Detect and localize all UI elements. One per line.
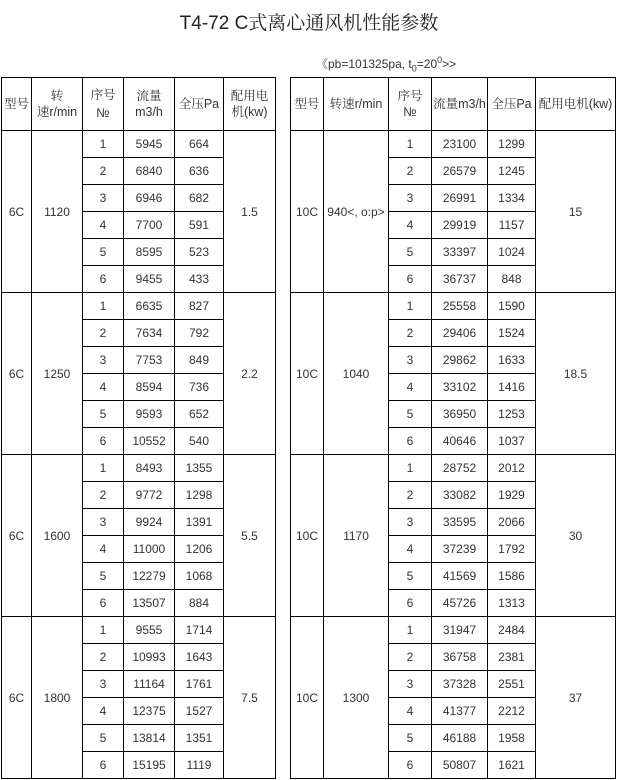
pressure-cell: 433	[175, 266, 224, 293]
motor-power-cell: 1.5	[224, 131, 276, 293]
pressure-cell: 1334	[488, 185, 536, 212]
pressure-cell: 1391	[175, 509, 224, 536]
flow-cell: 36950	[432, 401, 488, 428]
left-header-cell	[175, 78, 224, 131]
index-cell: 4	[83, 374, 124, 401]
model-cell: 10C	[291, 293, 324, 455]
flow-cell: 50807	[432, 752, 488, 779]
table-row	[2, 293, 616, 320]
conditions-note	[316, 55, 456, 73]
index-cell: 5	[83, 401, 124, 428]
note-mid: =20	[416, 57, 438, 71]
index-cell: 5	[83, 239, 124, 266]
flow-cell: 10993	[124, 644, 175, 671]
header-text: 型号	[3, 97, 29, 111]
right-header-cell	[324, 78, 389, 131]
index-cell: 2	[83, 482, 124, 509]
page-title: T4-72 C式离心通风机性能参数	[179, 13, 439, 34]
pressure-cell: 1313	[488, 590, 536, 617]
left-header-cell	[32, 78, 83, 131]
flow-cell: 13507	[124, 590, 175, 617]
motor-power-cell: 2.2	[224, 293, 276, 455]
left-header-cell	[124, 78, 175, 131]
index-cell: 2	[83, 158, 124, 185]
header-text: 转速r/min	[329, 97, 383, 111]
index-cell: 6	[389, 752, 432, 779]
index-cell: 1	[83, 293, 124, 320]
table-row	[2, 617, 616, 644]
index-cell: 3	[83, 509, 124, 536]
flow-cell: 9455	[124, 266, 175, 293]
index-cell: 4	[83, 212, 124, 239]
flow-cell: 6840	[124, 158, 175, 185]
model-cell: 10C	[291, 131, 324, 293]
index-cell: 5	[389, 563, 432, 590]
flow-cell: 15195	[124, 752, 175, 779]
note-sub: 0	[411, 63, 417, 74]
index-cell: 5	[389, 725, 432, 752]
flow-cell: 37328	[432, 671, 488, 698]
speed-cell: 1600	[32, 455, 83, 617]
pressure-cell: 1586	[488, 563, 536, 590]
index-cell: 2	[389, 644, 432, 671]
motor-power-cell: 7.5	[224, 617, 276, 779]
index-cell: 1	[389, 617, 432, 644]
note-sup: 0	[437, 55, 443, 65]
pressure-cell: 1633	[488, 347, 536, 374]
pressure-cell: 1355	[175, 455, 224, 482]
index-cell: 4	[389, 536, 432, 563]
index-cell: 3	[83, 185, 124, 212]
flow-cell: 25558	[432, 293, 488, 320]
flow-cell: 40646	[432, 428, 488, 455]
pressure-cell: 652	[175, 401, 224, 428]
flow-cell: 7634	[124, 320, 175, 347]
index-cell: 1	[83, 131, 124, 158]
speed-cell: 1170	[324, 455, 389, 617]
flow-cell: 28752	[432, 455, 488, 482]
index-cell: 6	[83, 590, 124, 617]
flow-cell: 9772	[124, 482, 175, 509]
flow-cell: 7700	[124, 212, 175, 239]
header-text: №	[403, 105, 417, 119]
index-cell: 3	[389, 671, 432, 698]
gap-cell	[276, 131, 291, 779]
flow-cell: 8595	[124, 239, 175, 266]
flow-cell: 33102	[432, 374, 488, 401]
index-cell: 2	[83, 320, 124, 347]
index-cell: 3	[389, 347, 432, 374]
flow-cell: 33595	[432, 509, 488, 536]
pressure-cell: 1351	[175, 725, 224, 752]
pressure-cell: 1157	[488, 212, 536, 239]
index-cell: 6	[389, 590, 432, 617]
pressure-cell: 848	[488, 266, 536, 293]
pressure-cell: 591	[175, 212, 224, 239]
index-cell: 6	[83, 266, 124, 293]
flow-cell: 5945	[124, 131, 175, 158]
pressure-cell: 1068	[175, 563, 224, 590]
index-cell: 6	[83, 428, 124, 455]
index-cell: 4	[83, 698, 124, 725]
fan-performance-table	[1, 77, 616, 779]
index-cell: 5	[389, 239, 432, 266]
index-cell: 2	[83, 644, 124, 671]
index-cell: 1	[83, 617, 124, 644]
pressure-cell: 792	[175, 320, 224, 347]
index-cell: 5	[83, 725, 124, 752]
flow-cell: 8493	[124, 455, 175, 482]
header-text: 全压Pa	[178, 97, 220, 111]
speed-cell: 1300	[324, 617, 389, 779]
pressure-cell: 1958	[488, 725, 536, 752]
flow-cell: 41377	[432, 698, 488, 725]
flow-cell: 36737	[432, 266, 488, 293]
flow-cell: 33397	[432, 239, 488, 266]
pressure-cell: 884	[175, 590, 224, 617]
pressure-cell: 1298	[175, 482, 224, 509]
table-row	[2, 455, 616, 482]
model-cell: 10C	[291, 455, 324, 617]
pressure-cell: 523	[175, 239, 224, 266]
note-suffix: >>	[442, 57, 457, 71]
flow-cell: 9555	[124, 617, 175, 644]
flow-cell: 10552	[124, 428, 175, 455]
right-header-cell	[432, 78, 488, 131]
header-text: 速r/min	[36, 105, 78, 119]
pressure-cell: 1792	[488, 536, 536, 563]
header-text: 序号№	[90, 88, 116, 120]
index-cell: 4	[389, 212, 432, 239]
index-cell: 2	[389, 320, 432, 347]
index-cell: 1	[389, 293, 432, 320]
flow-cell: 7753	[124, 347, 175, 374]
pressure-cell: 2066	[488, 509, 536, 536]
pressure-cell: 1643	[175, 644, 224, 671]
speed-cell: 1800	[32, 617, 83, 779]
left-header-cell	[83, 78, 124, 131]
flow-cell: 9924	[124, 509, 175, 536]
index-cell: 3	[389, 185, 432, 212]
index-cell: 3	[83, 347, 124, 374]
flow-cell: 37239	[432, 536, 488, 563]
model-cell: 10C	[291, 617, 324, 779]
table-body	[2, 131, 616, 779]
flow-cell: 31947	[432, 617, 488, 644]
flow-cell: 6635	[124, 293, 175, 320]
flow-cell: 36758	[432, 644, 488, 671]
speed-cell: 1250	[32, 293, 83, 455]
index-cell: 1	[83, 455, 124, 482]
pressure-cell: 827	[175, 293, 224, 320]
flow-cell: 46188	[432, 725, 488, 752]
speed-cell: 1040	[324, 293, 389, 455]
header-text: 配用电	[230, 89, 269, 103]
pressure-cell: 1527	[175, 698, 224, 725]
index-cell: 6	[389, 428, 432, 455]
header-row	[2, 78, 616, 131]
pressure-cell: 2551	[488, 671, 536, 698]
pressure-cell: 1024	[488, 239, 536, 266]
motor-power-cell: 18.5	[536, 293, 616, 455]
index-cell: 3	[389, 509, 432, 536]
header-text: 全压Pa	[491, 97, 532, 111]
header-text: 配用电机(kw)	[538, 97, 613, 111]
header-text: 转	[50, 89, 64, 103]
model-cell: 6C	[2, 131, 32, 293]
header-text: 流量	[136, 89, 162, 103]
motor-power-cell: 5.5	[224, 455, 276, 617]
flow-cell: 6946	[124, 185, 175, 212]
index-cell: 2	[389, 482, 432, 509]
index-cell: 1	[389, 131, 432, 158]
pressure-cell: 2012	[488, 455, 536, 482]
pressure-cell: 736	[175, 374, 224, 401]
flow-cell: 45726	[432, 590, 488, 617]
index-cell: 1	[389, 455, 432, 482]
pressure-cell: 1299	[488, 131, 536, 158]
pressure-cell: 664	[175, 131, 224, 158]
flow-cell: 29862	[432, 347, 488, 374]
index-cell: 3	[83, 671, 124, 698]
right-header-cell	[536, 78, 616, 131]
pressure-cell: 540	[175, 428, 224, 455]
index-cell: 5	[389, 401, 432, 428]
motor-power-cell: 15	[536, 131, 616, 293]
pressure-cell: 1253	[488, 401, 536, 428]
pressure-cell: 1206	[175, 536, 224, 563]
pressure-cell: 1524	[488, 320, 536, 347]
pressure-cell: 2484	[488, 617, 536, 644]
note-prefix: 《pb=101325pa, t	[316, 57, 412, 71]
index-cell: 4	[389, 374, 432, 401]
flow-cell: 13814	[124, 725, 175, 752]
left-header-cell	[224, 78, 276, 131]
flow-cell: 29406	[432, 320, 488, 347]
pressure-cell: 1929	[488, 482, 536, 509]
pressure-cell: 1245	[488, 158, 536, 185]
pressure-cell: 1590	[488, 293, 536, 320]
pressure-cell: 849	[175, 347, 224, 374]
right-header-cell	[488, 78, 536, 131]
flow-cell: 23100	[432, 131, 488, 158]
index-cell: 5	[83, 563, 124, 590]
pressure-cell: 1714	[175, 617, 224, 644]
gap-cell	[276, 78, 291, 131]
left-header-cell	[2, 78, 32, 131]
model-cell: 6C	[2, 617, 32, 779]
flow-cell: 11000	[124, 536, 175, 563]
flow-cell: 33082	[432, 482, 488, 509]
flow-cell: 41569	[432, 563, 488, 590]
flow-cell: 11164	[124, 671, 175, 698]
index-cell: 4	[389, 698, 432, 725]
pressure-cell: 682	[175, 185, 224, 212]
index-cell: 4	[83, 536, 124, 563]
pressure-cell: 2212	[488, 698, 536, 725]
speed-cell: 1120	[32, 131, 83, 293]
pressure-cell: 1119	[175, 752, 224, 779]
pressure-cell: 1416	[488, 374, 536, 401]
right-header-cell	[291, 78, 324, 131]
header-text: 型号	[294, 97, 320, 111]
flow-cell: 12279	[124, 563, 175, 590]
flow-cell: 9593	[124, 401, 175, 428]
flow-cell: 8594	[124, 374, 175, 401]
motor-power-cell: 30	[536, 455, 616, 617]
flow-cell: 26579	[432, 158, 488, 185]
header-text: 机(kw)	[231, 105, 268, 119]
header-text: 流量m3/h	[433, 97, 486, 111]
header-text: 序号	[397, 89, 423, 103]
model-cell: 6C	[2, 455, 32, 617]
right-header-cell	[389, 78, 432, 131]
flow-cell: 26991	[432, 185, 488, 212]
index-cell: 6	[83, 752, 124, 779]
flow-cell: 29919	[432, 212, 488, 239]
index-cell: 6	[389, 266, 432, 293]
pressure-cell: 636	[175, 158, 224, 185]
pressure-cell: 2381	[488, 644, 536, 671]
speed-cell: 940<, o:p>	[324, 131, 389, 293]
pressure-cell: 1761	[175, 671, 224, 698]
table-header	[2, 78, 616, 131]
pressure-cell: 1037	[488, 428, 536, 455]
model-cell: 6C	[2, 293, 32, 455]
motor-power-cell: 37	[536, 617, 616, 779]
table-row	[2, 131, 616, 158]
header-text: m3/h	[135, 105, 163, 119]
index-cell: 2	[389, 158, 432, 185]
pressure-cell: 1621	[488, 752, 536, 779]
flow-cell: 12375	[124, 698, 175, 725]
